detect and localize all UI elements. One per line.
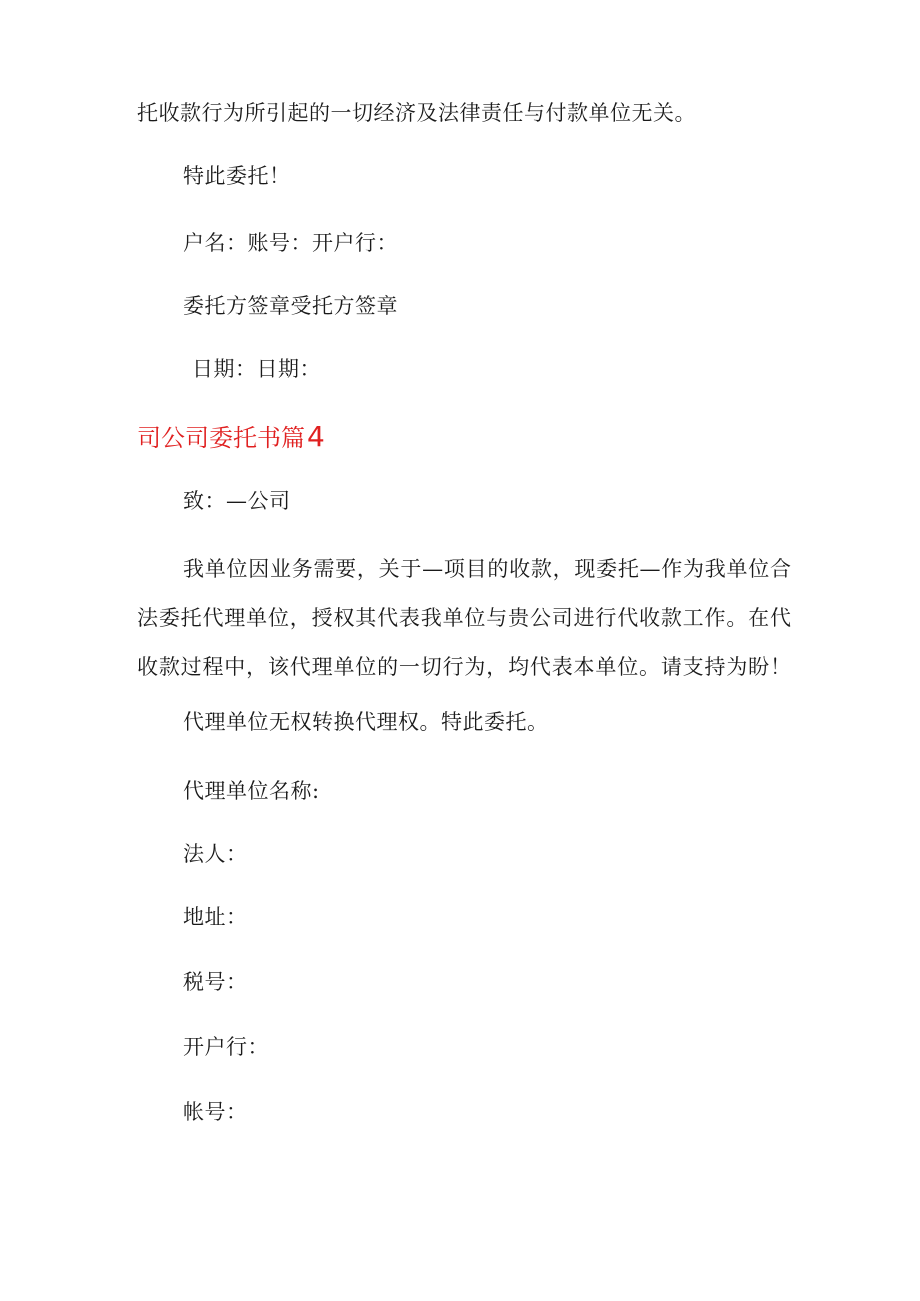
- paragraph-top: 托收款行为所引起的一切经济及法律责任与付款单位无关。: [137, 101, 696, 125]
- bank-field: 开户行：: [183, 1035, 269, 1059]
- special-delegation-text: 特此委托！: [183, 164, 291, 188]
- dates-line: 日期：日期：: [192, 357, 321, 381]
- section-heading-number: 4: [307, 420, 325, 453]
- body-line-2: 法委托代理单位，授权其代表我单位与贵公司进行代收款工作。在代: [137, 606, 791, 630]
- agent-name-field: 代理单位名称:: [183, 779, 320, 803]
- account-number-field: 帐号：: [183, 1100, 248, 1124]
- no-transfer-line: 代理单位无权转换代理权。特此委托。: [183, 710, 549, 734]
- tax-number-field: 税号：: [183, 970, 248, 994]
- body-line-3: 收款过程中，该代理单位的一切行为，均代表本单位。请支持为盼！: [137, 655, 791, 679]
- addressee-line: 致：—公司: [183, 489, 291, 513]
- legal-person-field: 法人：: [183, 842, 248, 866]
- section-heading-text: 司公司委托书篇: [137, 424, 305, 452]
- signatures-line: 委托方签章受托方签章: [183, 294, 398, 318]
- account-fields-line: 户名：账号：开户行：: [183, 231, 398, 255]
- section-heading: [137, 420, 325, 455]
- body-line-1: 我单位因业务需要，关于—项目的收款，现委托—作为我单位合: [183, 557, 791, 581]
- address-field: 地址：: [183, 905, 248, 929]
